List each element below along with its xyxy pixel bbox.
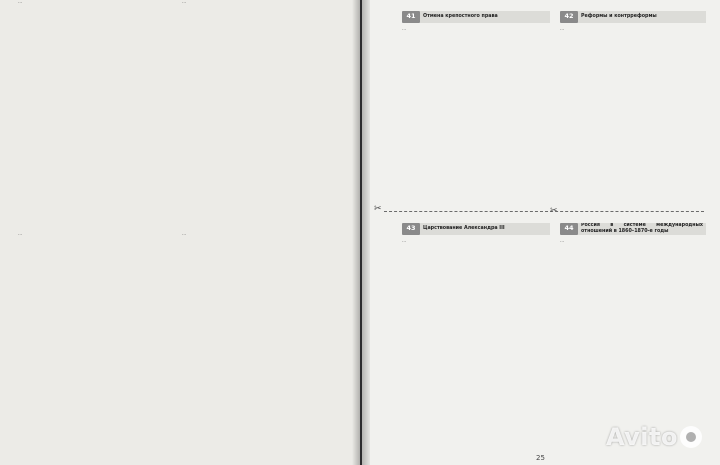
- left-col1-bottom: ...: [18, 232, 23, 237]
- card-44-title: Россия в системе международных отношений в 1860–1870-е годы: [578, 223, 706, 235]
- card-42-title: Реформы и контрреформы: [578, 11, 706, 23]
- card-42-number: 42: [560, 11, 578, 23]
- card-41: [402, 10, 550, 206]
- cut-line: [384, 211, 704, 212]
- card-43: [402, 222, 550, 458]
- left-col1-top: ...: [18, 0, 23, 5]
- card-41-title: Отмена крепостного права: [420, 11, 550, 23]
- page-number: 25: [536, 454, 545, 462]
- avito-logo-icon: [680, 426, 702, 448]
- card-42: [560, 10, 706, 206]
- card-44-body: ...: [560, 239, 565, 244]
- card-42-body: ...: [560, 27, 565, 32]
- card-43-number: 43: [402, 223, 420, 235]
- card-41-body: ...: [402, 27, 407, 32]
- card-41-number: 41: [402, 11, 420, 23]
- watermark-text: Avito: [605, 423, 678, 451]
- book-gutter: [352, 0, 370, 465]
- card-43-body: ...: [402, 239, 407, 244]
- left-col2-top: ...: [182, 0, 187, 5]
- left-col2-bottom: ...: [182, 232, 187, 237]
- scissors-icon: ✂: [374, 204, 382, 214]
- right-page: [362, 0, 720, 465]
- avito-watermark: [606, 423, 702, 451]
- card-44-number: 44: [560, 223, 578, 235]
- card-43-title: Царствование Александра III: [420, 223, 550, 235]
- scissors-icon-mid: ✂: [550, 206, 558, 216]
